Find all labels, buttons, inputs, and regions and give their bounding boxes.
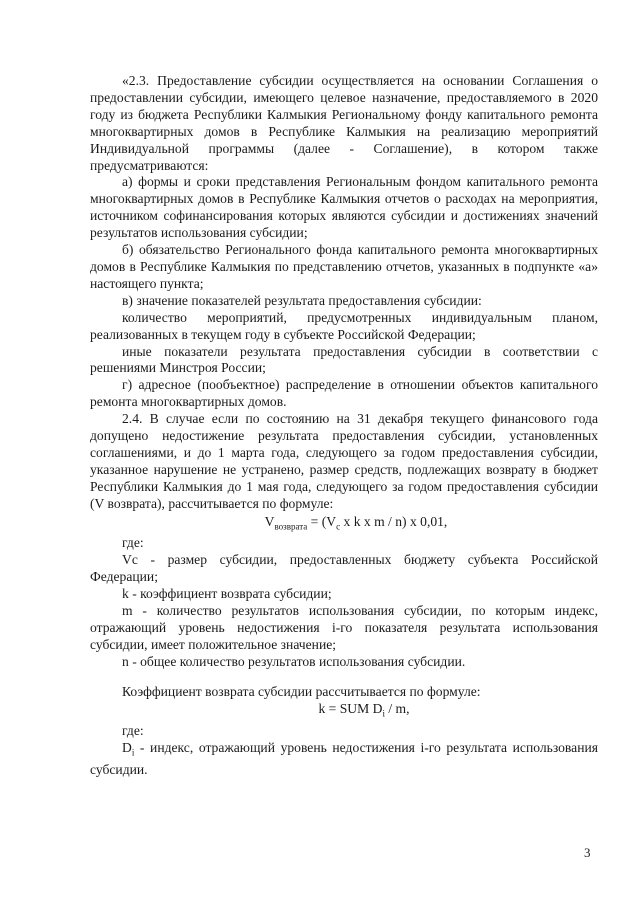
page-number: 3 — [584, 845, 591, 860]
paragraph-2-3: «2.3. Предоставление субсидии осуществляется на основании Соглашения о предоставлении субсидии, имеющего целевое назначение, предоставляемого в 2020 году из бюджета Республики Калмыкия Региональному фонду капитального ремонта многоквартирных домов в Республике Калмыкия на реализацию мероприятий Индивидуальной программы (далее - Соглашение), в котором также предусматриваются: — [90, 73, 598, 173]
definition-di: $D_i$ - индекс, отражающий уровень недостижения i-го результата использования субсидии. — [90, 740, 598, 777]
where-label-1: где: — [122, 535, 144, 551]
definition-n: n - общее количество результатов использования субсидии. — [122, 653, 466, 669]
formula-coefficient: k = SUM $D_i$ / m, — [318, 701, 410, 720]
paragraph-b: б) обязательство Регионального фонда капитального ремонта многоквартирных домов в Республике Калмыкия по представлению отчетов, указанных в подпункте «а» настоящего пункта; — [90, 242, 598, 291]
document-body — [90, 73, 598, 779]
paragraph-a: а) формы и сроки представления Региональным фондом капитального ремонта многоквартирных домов в Республике Калмыкия отчетов о расходах на мероприятия, источником софинансирования которых являются субсидии и достижениях значений результатов использования субсидии; — [90, 174, 598, 241]
paragraph-v: в) значение показателей результата предоставления субсидии: — [122, 292, 482, 308]
paragraph-2-4: 2.4. В случае если по состоянию на 31 декабря текущего финансового года допущено недостижение результата предоставления субсидии, установленных соглашениями, и до 1 марта года, следующего за годом предоставления субсидии, указанное нарушение не устранено, размер средств, подлежащих возврату в бюджет Республики Калмыкия до 1 мая года, следующего за годом предоставления субсидии (V возврата), рассчитывается по формуле: — [90, 411, 598, 511]
definition-vc: Vc - размер субсидии, предоставленных бюджету субъекта Российской Федерации; — [90, 552, 598, 585]
formula-return: $V_{возврата} = (V_с$ x k x m / n) x 0,01, — [264, 513, 448, 532]
coefficient-intro: Коэффициент возврата субсидии рассчитывается по формуле: — [122, 683, 481, 699]
paragraph-count: количество мероприятий, предусмотренных индивидуальным планом, реализованных в текущем году в субъекте Российской Федерации; — [90, 309, 598, 342]
paragraph-g: г) адресное (пообъектное) распределение в отношении объектов капитального ремонта многоквартирных домов. — [90, 377, 598, 410]
definition-m: m - количество результатов использования субсидии, по которым индекс, отражающий уровень недостижения i-го показателя результата использования субсидии, имеет положительное значение; — [90, 602, 598, 652]
where-label-2: где: — [122, 723, 144, 739]
definition-k: k - коэффициент возврата субсидии; — [122, 586, 332, 601]
paragraph-other: иные показатели результата предоставления субсидии в соответствии с решениями Минстроя России; — [90, 343, 598, 376]
